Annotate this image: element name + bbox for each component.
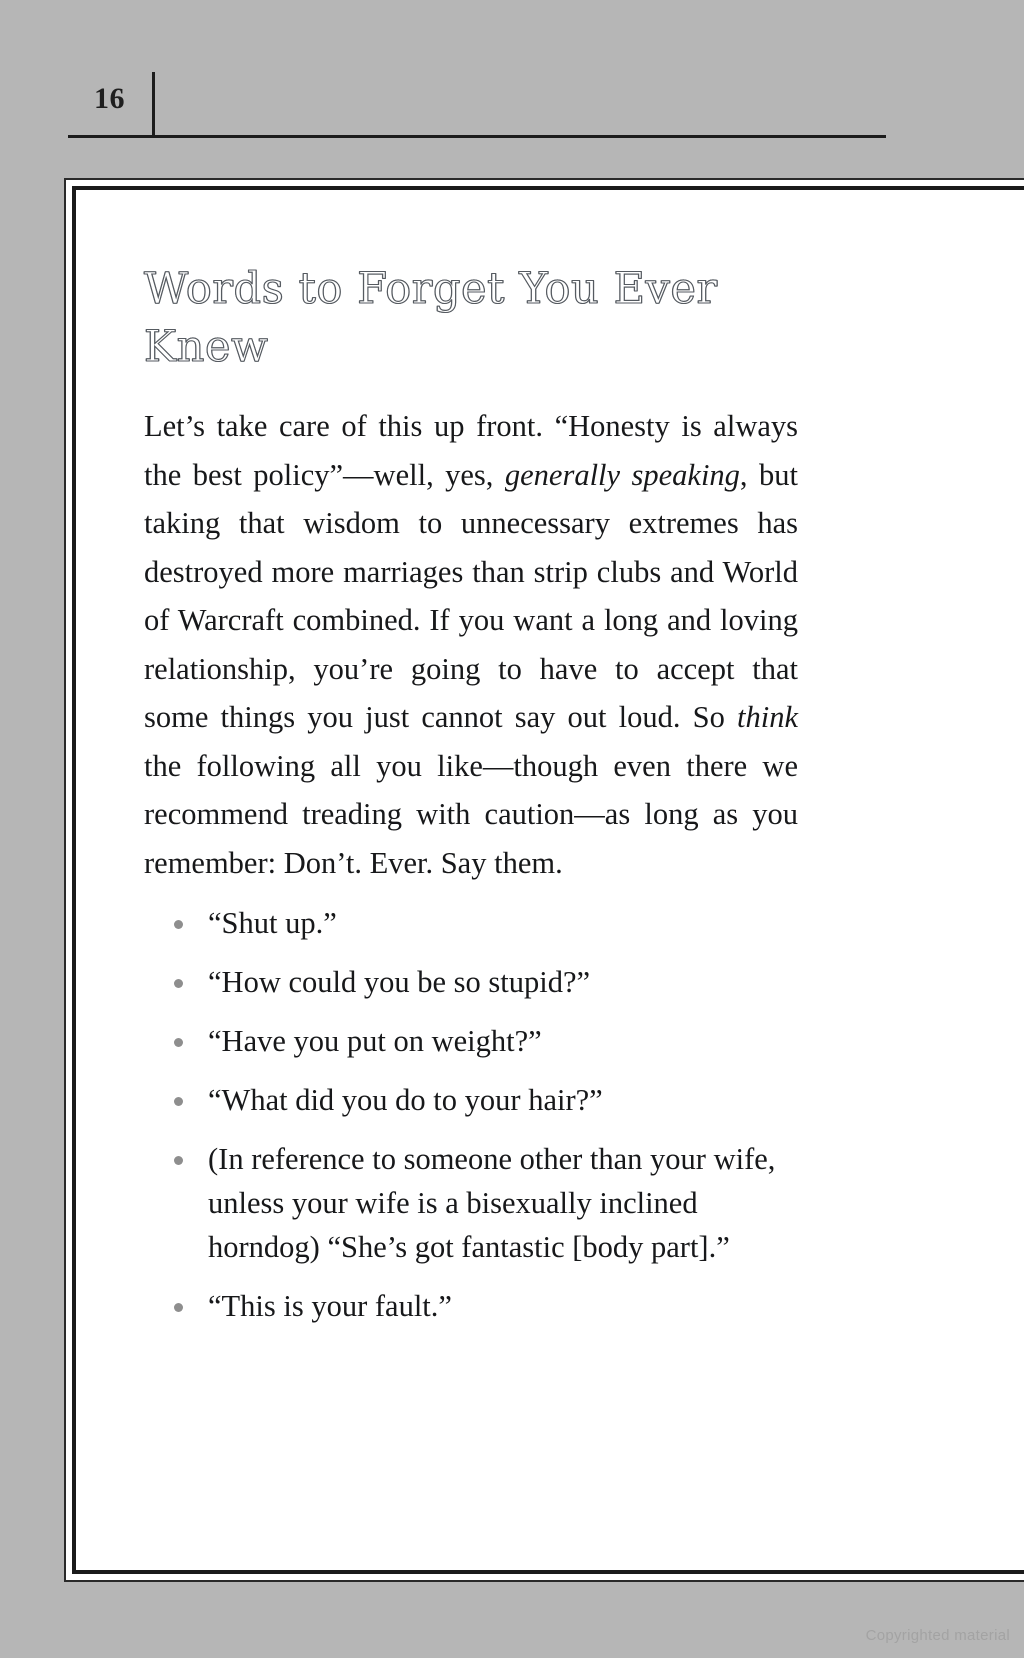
list-item (172, 1078, 798, 1122)
forbidden-phrases-list (144, 901, 798, 1328)
paragraph-italic-think: think (737, 700, 798, 735)
list-item (172, 1137, 798, 1269)
bullet-dot-icon (174, 1156, 183, 1165)
paragraph-segment-1: Let’s take care of this up front. “Honesty is always the best policy”—well, yes, (144, 409, 798, 492)
list-item (172, 1284, 798, 1328)
running-head-horizontal-rule (68, 135, 886, 138)
list-item (172, 960, 798, 1004)
running-head-vertical-rule (152, 72, 155, 138)
list-item (172, 901, 798, 945)
bullet-dot-icon (174, 979, 183, 988)
paragraph-italic-generally-speaking: generally speaking (504, 457, 740, 492)
page-frame-outer (64, 178, 1024, 1582)
page-frame-inner (72, 186, 1024, 1574)
copyright-watermark: Copyrighted material (865, 1627, 1010, 1644)
list-item-text: (In reference to someone other than your wife, unless your wife is a bisexually inclined horndog) “She’s got fantastic [body part].” (208, 1142, 776, 1265)
running-head (68, 70, 886, 140)
list-item-text: “Shut up.” (208, 906, 337, 941)
page-number: 16 (94, 82, 125, 115)
list-item-text: “This is your fault.” (208, 1289, 452, 1324)
list-item (172, 1019, 798, 1063)
bullet-dot-icon (174, 1097, 183, 1106)
list-item-text: “How could you be so stupid?” (208, 965, 591, 1000)
body-paragraph (144, 402, 798, 887)
list-item-text: “Have you put on weight?” (208, 1024, 542, 1059)
paragraph-segment-3: the following all you like—though even there we recommend treading with caution—as long as you remember: Don’t. Ever. Say them. (144, 748, 798, 880)
bullet-dot-icon (174, 1303, 183, 1312)
list-item-text: “What did you do to your hair?” (208, 1083, 603, 1118)
bullet-dot-icon (174, 1038, 183, 1047)
text-column (144, 260, 798, 1343)
paragraph-segment-2: , but taking that wisdom to unnecessary extremes has destroyed more marriages than strip clubs and World of Warcraft combined. If you want a long and loving relationship, you’re going to have to accept that some things you just cannot say out loud. So (144, 457, 798, 735)
chapter-title: Words to Forget You Ever Knew (144, 264, 718, 373)
bullet-dot-icon (174, 920, 183, 929)
